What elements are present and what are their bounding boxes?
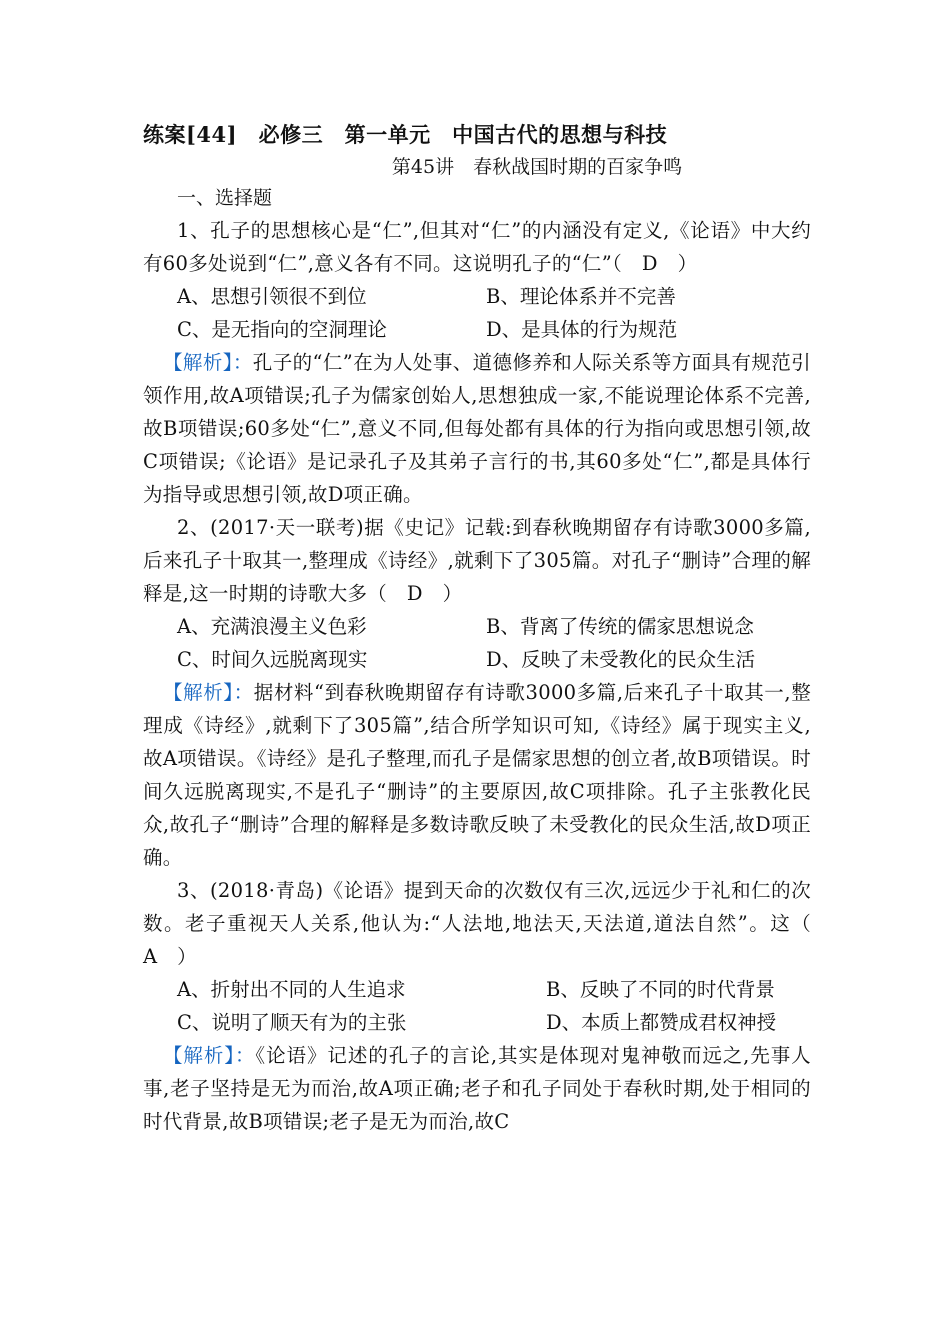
question-1-analysis	[143, 346, 811, 511]
lesson-subtitle: 第45讲 春秋战国时期的百家争鸣	[391, 156, 683, 178]
question-3-option-c: C、说明了顺天有为的主张	[177, 1011, 407, 1034]
document-body	[143, 118, 831, 1138]
question-2-stem: 2、(2017·天一联考)据《史记》记载:到春秋晚期留存有诗歌3000多篇,后来孔子十取其一,整理成《诗经》,就剩下了305篇。对孔子“删诗”合理的解释是,这一时期的诗歌大多（ D ）	[143, 516, 811, 605]
question-3-options-row-1	[143, 973, 811, 1006]
question-1-options-row-2	[143, 313, 811, 346]
question-1-analysis-text: 孔子的“仁”在为人处事、道德修养和人际关系等方面具有规范引领作用,故A项错误;孔子为儒家创始人,思想独成一家,不能说理论体系不完善,故B项错误;60多处“仁”,意义不同,但每处都有具体的行为指向或思想引领,故C项错误;《论语》是记录孔子及其弟子言行的书,其60多处“仁”,都是具体行为指导或思想引领,故D项正确。	[143, 351, 811, 506]
analysis-tag: 【解析】：	[163, 681, 254, 704]
question-1-option-c: C、是无指向的空洞理论	[177, 318, 387, 341]
question-3-option-b: B、反映了不同的时代背景	[546, 978, 775, 1001]
question-2-options-row-2	[143, 643, 811, 676]
question-3-option-d: D、本质上都赞成君权神授	[546, 1011, 777, 1034]
page-title: 练案[44] 必修三 第一单元 中国古代的思想与科技	[143, 122, 668, 147]
question-1-stem: 1、孔子的思想核心是“仁”,但其对“仁”的内涵没有定义,《论语》中大约有60多处说到“仁”,意义各有不同。这说明孔子的“仁”（ D ）	[143, 219, 811, 275]
question-1-option-d: D、是具体的行为规范	[486, 318, 678, 341]
question-2-analysis-text: 据材料“到春秋晚期留存有诗歌3000多篇,后来孔子十取其一,整理成《诗经》,就剩下了305篇”,结合所学知识可知,《诗经》属于现实主义,故A项错误。《诗经》是孔子整理,而孔子是儒家思想的创立者,故B项错误。时间久远脱离现实,不是孔子“删诗”的主要原因,故C项排除。孔子主张教化民众,故孔子“删诗”合理的解释是多数诗歌反映了未受教化的民众生活,故D项正确。	[143, 681, 811, 869]
question-2-option-b: B、背离了传统的儒家思想说念	[486, 615, 754, 638]
section-heading: 一、选择题	[177, 187, 273, 209]
question-1-option-b: B、理论体系并不完善	[486, 285, 676, 308]
question-1-option-a: A、思想引领很不到位	[177, 285, 367, 308]
analysis-tag: 【解析】：	[163, 1044, 256, 1067]
question-3-analysis	[143, 1039, 811, 1138]
question-2-option-d: D、反映了未受教化的民众生活	[486, 648, 756, 671]
question-3-stem: 3、(2018·青岛)《论语》提到天命的次数仅有三次,远远少于礼和仁的次数。老子重视天人关系,他认为:“人法地,地法天,天法道,道法自然”。这（ A ）	[143, 879, 831, 968]
question-2-option-a: A、充满浪漫主义色彩	[177, 615, 367, 638]
question-2-analysis	[143, 676, 811, 874]
question-3-analysis-text: 《论语》记述的孔子的言论,其实是体现对鬼神敬而远之,先事人事,老子坚持是无为而治,故A项正确;老子和孔子同处于春秋时期,处于相同的时代背景,故B项错误;老子是无为而治,故C	[143, 1044, 811, 1133]
question-2-option-c: C、时间久远脱离现实	[177, 648, 368, 671]
question-1-options-row-1	[143, 280, 811, 313]
question-2-options-row-1	[143, 610, 811, 643]
analysis-tag: 【解析】：	[163, 351, 253, 374]
question-3-options-row-2	[143, 1006, 811, 1039]
question-3-option-a: A、折射出不同的人生追求	[177, 978, 406, 1001]
